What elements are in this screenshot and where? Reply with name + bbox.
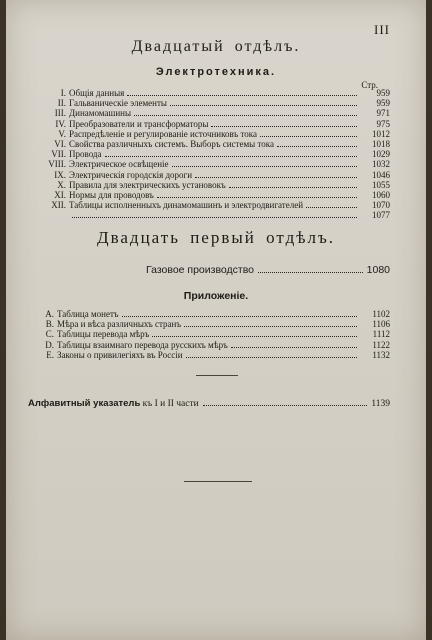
entry-title: Преобразователи и трансформаторы [69, 118, 209, 129]
entry-page: 1046 [372, 169, 390, 180]
appendix-entry[interactable] [42, 329, 390, 339]
section-20-entry[interactable] [42, 139, 390, 149]
entry-title: Динамомашины [69, 108, 132, 119]
entry-number: E. [46, 349, 54, 360]
section-20-entry[interactable] [42, 200, 390, 210]
entry-title: Нормы для проводовъ [69, 189, 154, 200]
leader-dots [277, 139, 357, 147]
entry-page: 1012 [372, 128, 390, 139]
alphabetical-index-parts: къ I и II части [142, 399, 199, 409]
appendix-entry[interactable] [42, 309, 390, 319]
appendix-entry[interactable] [42, 340, 390, 350]
entry-page: 1070 [372, 200, 390, 211]
section-20-entry[interactable] [42, 119, 390, 129]
book-page [6, 0, 426, 640]
toc-entry-gas[interactable] [146, 264, 390, 276]
leader-dots [203, 398, 368, 406]
leader-dots [258, 264, 363, 273]
leader-dots [231, 340, 357, 348]
divider-rule [196, 375, 238, 376]
leader-dots [172, 159, 357, 167]
entry-number: II. [57, 98, 66, 109]
leader-dots [134, 108, 357, 116]
section-20-entry[interactable] [42, 98, 390, 108]
entry-title: Провода [69, 149, 102, 160]
entry-number: IV. [55, 118, 66, 129]
entry-page: 1032 [372, 159, 390, 170]
leader-dots [260, 129, 357, 137]
section-20-entry[interactable] [42, 170, 390, 180]
leader-dots [72, 210, 357, 218]
section-20-entry[interactable] [42, 129, 390, 139]
leader-dots [170, 98, 357, 106]
entry-page: 1077 [372, 210, 390, 221]
page-column-label: Стр. [361, 80, 378, 90]
entry-number: D. [45, 339, 54, 350]
entry-number: XI. [54, 189, 66, 200]
gas-title: Газовое производство [146, 264, 255, 276]
section-20-entry[interactable] [42, 108, 390, 118]
section-20-entry[interactable] [42, 190, 390, 200]
entry-page: 1102 [372, 309, 390, 319]
leader-dots [229, 180, 357, 188]
appendix-entry[interactable] [42, 350, 390, 360]
entry-title: Правила для электрическихъ установокъ [69, 179, 226, 190]
section-20-contents [42, 88, 390, 220]
entry-title: Электрическое освѣщеніе [69, 159, 169, 170]
entry-title: Гальваническіе элементы [69, 98, 167, 109]
entry-page: 1060 [372, 189, 390, 200]
entry-title: Таблицы взаимнаго перевода русскихъ мѣръ [57, 339, 228, 350]
leader-dots [105, 149, 357, 157]
entry-page: 1018 [372, 138, 390, 149]
entry-number: VIII. [48, 159, 66, 170]
entry-page: 975 [376, 118, 390, 129]
alphabetical-index-label: Алфавитный указатель [28, 398, 141, 409]
appendix-entry[interactable] [42, 319, 390, 329]
entry-title: Электрическія городскія дороги [69, 169, 193, 180]
entry-title: Распредѣленіе и регулированіе источниковъ тока [69, 128, 257, 139]
section-20-entry[interactable] [42, 180, 390, 190]
appendix-title: Приложеніе. [183, 290, 249, 302]
entry-number: IX. [54, 169, 66, 180]
leader-dots [157, 190, 357, 198]
entry-page: 1106 [372, 319, 390, 330]
section-21-title: Двадцать первый отдѣлъ. [96, 228, 336, 247]
leader-dots [306, 200, 357, 208]
section-20-entry[interactable] [42, 210, 390, 220]
entry-number: XII. [51, 200, 66, 211]
entry-title: Таблицы перевода мѣръ [57, 329, 150, 340]
entry-page: 959 [376, 88, 390, 98]
leader-dots [127, 88, 357, 96]
entry-title: Свойства различныхъ системъ. Выборъ системы тока [69, 138, 275, 149]
alphabetical-index-page: 1139 [371, 399, 390, 409]
entry-page: 1029 [372, 149, 390, 160]
leader-dots [211, 119, 357, 127]
entry-title: Мѣра и вѣса различныхъ странъ [57, 319, 181, 330]
entry-number: I. [60, 88, 66, 98]
entry-number: V. [58, 128, 66, 139]
section-20-entry[interactable] [42, 88, 390, 98]
section-20-title: Двадцатый отдѣлъ. [131, 38, 301, 55]
entry-number: III. [54, 108, 66, 119]
leader-dots [195, 170, 357, 178]
leader-dots [184, 319, 357, 327]
page-number: III [374, 22, 390, 37]
entry-number: X. [57, 179, 66, 190]
appendix-contents [42, 309, 390, 360]
entry-number: VII. [51, 149, 66, 160]
divider-rule [184, 481, 252, 482]
entry-page: 971 [376, 108, 390, 119]
leader-dots [186, 350, 357, 358]
entry-number: A. [45, 309, 54, 319]
leader-dots [122, 309, 357, 317]
entry-title: Таблица монетъ [57, 309, 119, 319]
entry-page: 1122 [372, 339, 390, 350]
entry-number: VI. [54, 138, 66, 149]
entry-number: C. [45, 329, 54, 340]
leader-dots [152, 329, 357, 337]
section-20-subtitle: Электротехника. [155, 66, 277, 78]
entry-page: 1132 [372, 349, 390, 360]
entry-title: Законы о привилегіяхъ въ Россіи [57, 349, 183, 360]
gas-page: 1080 [366, 264, 390, 276]
toc-entry-alphabetical-index[interactable] [28, 398, 390, 409]
entry-page: 959 [376, 98, 390, 109]
entry-page: 1112 [372, 329, 390, 340]
section-20-entry[interactable] [42, 159, 390, 169]
entry-page: 1055 [372, 179, 390, 190]
section-20-entry[interactable] [42, 149, 390, 159]
entry-title: Общія данныя [69, 88, 125, 98]
entry-title: Таблицы исполненныхъ динамомашинъ и электродвигателей [69, 200, 304, 211]
entry-number: B. [45, 319, 54, 330]
